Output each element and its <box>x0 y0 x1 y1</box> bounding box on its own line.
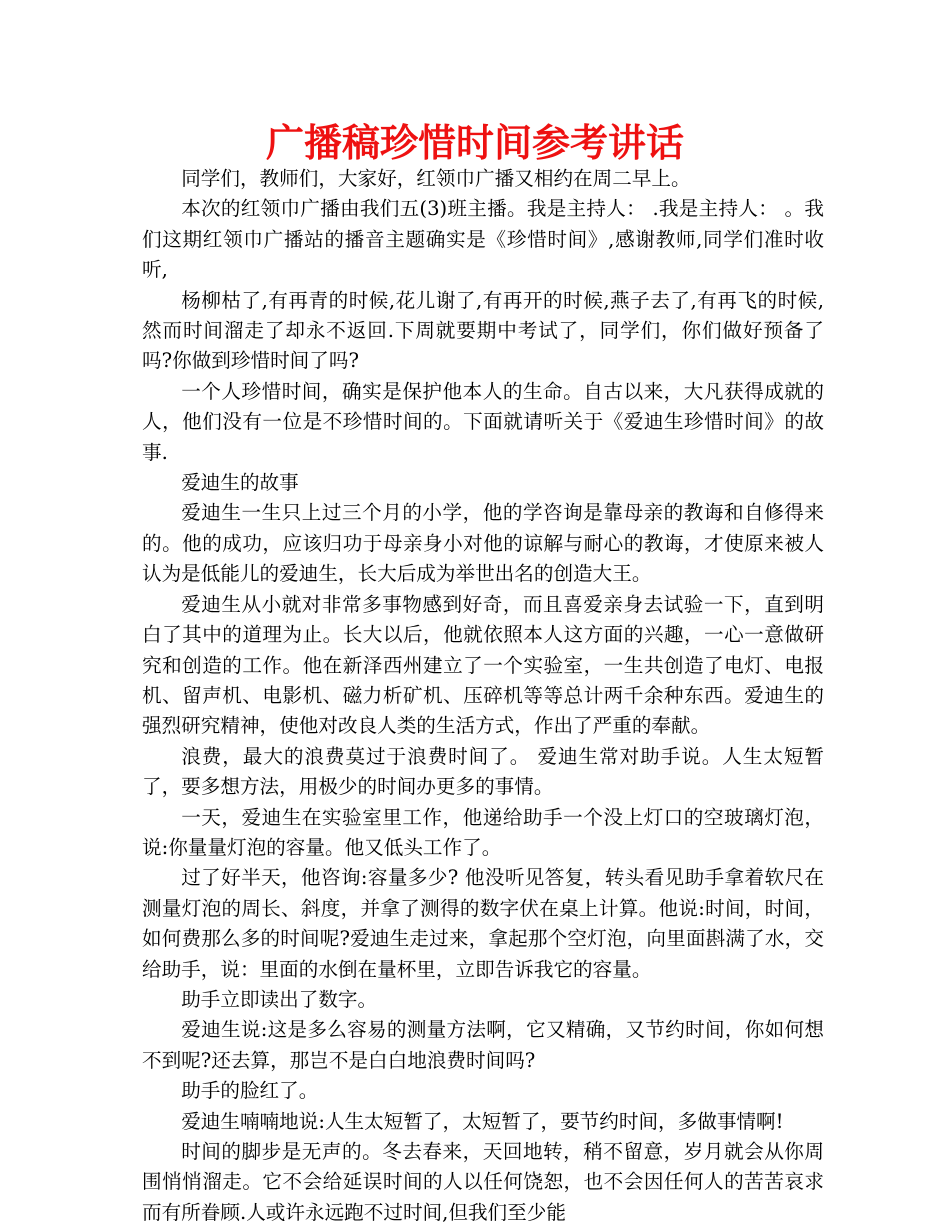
paragraph: 一天，爱迪生在实验室里工作，他递给助手一个没上灯口的空玻璃灯泡，说:你量量灯泡的容量。他又低头工作了。 <box>142 805 824 859</box>
document-title: 广播稿珍惜时间参考讲话 <box>265 121 684 165</box>
paragraph: 助手立即读出了数字。 <box>181 987 378 1011</box>
paragraph: 同学们，教师们，大家好，红领巾广播又相约在周二早上。 <box>181 167 691 190</box>
paragraph: 爱迪生一生只上过三个月的小学，他的学咨询是靠母亲的教诲和自修得来的。他的成功，应该归功于母亲身小对他的谅解与耐心的教诲，才使原来被人认为是低能儿的爱迪生，长大后成为举世出名的创造大王。 <box>142 501 824 586</box>
section-heading: 爱迪生的故事 <box>181 471 299 495</box>
paragraph: 一个人珍惜时间，确实是保护他本人的生命。自古以来，大凡获得成就的人，他们没有一位是不珍惜时间的。下面就请听关于《爱迪生珍惜时间》的故事. <box>142 379 824 464</box>
paragraph: 爱迪生喃喃地说:人生太短暂了，太短暂了，要节约时间，多做事情啊! <box>181 1109 784 1133</box>
paragraph: 爱迪生从小就对非常多事物感到好奇，而且喜爱亲身去试验一下，直到明白了其中的道理为止。长大以后，他就依照本人这方面的兴趣，一心一意做研究和创造的工作。他在新泽西州建立了一个实验室，一生共创造了电灯、电报机、留声机、电影机、磁力析矿机、压碎机等等总计两千余种东西。爱迪生的强烈研究精神，使他对改良人类的生活方式，作出了严重的奉献。 <box>142 592 824 738</box>
paragraph: 助手的脸红了。 <box>181 1079 319 1103</box>
paragraph: 过了好半天，他咨询:容量多少? 他没听见答复，转头看见助手拿着软尺在测量灯泡的周长、斜度，并拿了测得的数字伏在桌上计算。他说:时间，时间，如何费那么多的时间呢?爱迪生走过来，拿起那个空灯泡，向里面斟满了水，交给助手，说：里面的水倒在量杯里，立即告诉我它的容量。 <box>142 866 824 981</box>
document-body <box>142 164 824 1228</box>
paragraph: 浪费，最大的浪费莫过于浪费时间了。 爱迪生常对助手说。人生太短暂了，要多想方法，用极少的时间办更多的事情。 <box>142 744 824 799</box>
paragraph: 时间的脚步是无声的。冬去春来，天回地转，稍不留意，岁月就会从你周围悄悄溜走。它不会给延误时间的人以任何饶恕，也不会因任何人的苦苦哀求而有所眷顾.人或许永远跑不过时间,但我们至少能 <box>142 1140 824 1224</box>
paragraph: 爱迪生说:这是多么容易的测量方法啊，它又精确，又节约时间，你如何想不到呢?还去算，那岂不是白白地浪费时间吗? <box>142 1018 824 1072</box>
paragraph: 杨柳枯了,有再青的时候,花儿谢了,有再开的时候,燕子去了,有再飞的时候,然而时间溜走了却永不返回.下周就要期中考试了，同学们，你们做好预备了吗?你做到珍惜时间了吗? <box>142 288 824 373</box>
paragraph: 本次的红领巾广播由我们五(3)班主播。我是主持人： .我是主持人： 。我们这期红领巾广播站的播音主题确实是《珍惜时间》,感谢教师,同学们准时收听, <box>142 197 824 282</box>
